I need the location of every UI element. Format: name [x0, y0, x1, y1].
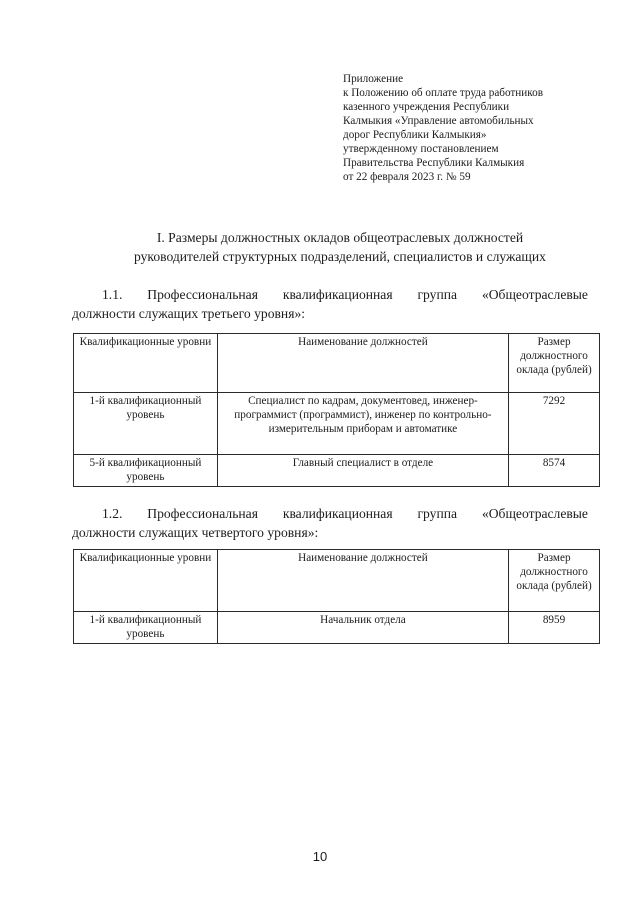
appendix-line: утвержденному постановлением	[343, 143, 499, 155]
cell-positions: Специалист по кадрам, документовед, инженер-программист (программист), инженер по контрольно-измерительным приборам и автоматике	[217, 393, 508, 455]
appendix-line: Приложение	[343, 73, 404, 85]
appendix-line: от 22 февраля 2023 г. № 59	[343, 171, 471, 183]
group-word: Профессиональная	[147, 287, 258, 302]
table-row	[74, 393, 600, 455]
cell-level: 5-й квалификационный уровень	[74, 455, 218, 487]
cell-positions: Главный специалист в отделе	[217, 455, 508, 487]
group-heading-line: должности служащих четвертого уровня»:	[72, 525, 319, 540]
cell-salary: 8574	[509, 455, 600, 487]
section-title-line: I. Размеры должностных окладов общеотраслевых должностей	[156, 230, 524, 245]
group-word: 1.1.	[102, 287, 123, 302]
appendix-line: дорог Республики Калмыкия»	[343, 129, 487, 141]
cell-level: 1-й квалификационный уровень	[74, 612, 218, 644]
salary-table-1	[73, 333, 600, 487]
section-title	[60, 228, 620, 266]
group-word: «Общеотраслевые	[481, 287, 588, 302]
header-cell-salary: Размер должностного оклада (рублей)	[509, 334, 600, 393]
header-cell-levels: Квалификационные уровни	[74, 334, 218, 393]
salary-table-2	[73, 549, 600, 644]
header-cell-positions: Наименование должностей	[217, 550, 508, 612]
table-row	[74, 612, 600, 644]
group-word: группа	[417, 287, 458, 302]
group-word: квалификационная	[282, 287, 393, 302]
group-word: 1.2.	[102, 506, 123, 521]
appendix-line: казенного учреждения Республики	[343, 101, 510, 113]
appendix-line: к Положению об оплате труда работников	[343, 87, 544, 99]
group-heading-1-1	[72, 285, 588, 323]
group-heading-line	[72, 504, 588, 523]
section-title-line: руководителей структурных подразделений, специалистов и служащих	[134, 249, 546, 264]
header-cell-salary: Размер должностного оклада (рублей)	[509, 550, 600, 612]
group-heading-line: должности служащих третьего уровня»:	[72, 306, 306, 321]
cell-salary: 8959	[509, 612, 600, 644]
table-row	[74, 455, 600, 487]
group-word: квалификационная	[282, 506, 393, 521]
header-cell-levels: Квалификационные уровни	[74, 550, 218, 612]
group-word: «Общеотраслевые	[481, 506, 588, 521]
group-heading-line	[72, 285, 588, 304]
group-word: группа	[417, 506, 458, 521]
table-header-row	[74, 550, 600, 612]
appendix-line: Калмыкия «Управление автомобильных	[343, 115, 534, 127]
group-word: Профессиональная	[147, 506, 258, 521]
page-number: 10	[312, 849, 328, 864]
group-heading-1-2	[72, 504, 588, 542]
cell-salary: 7292	[509, 393, 600, 455]
cell-positions: Начальник отдела	[217, 612, 508, 644]
cell-level: 1-й квалификационный уровень	[74, 393, 218, 455]
header-cell-positions: Наименование должностей	[217, 334, 508, 393]
appendix-header	[343, 72, 593, 184]
appendix-line: Правительства Республики Калмыкия	[343, 157, 525, 169]
table-header-row	[74, 334, 600, 393]
